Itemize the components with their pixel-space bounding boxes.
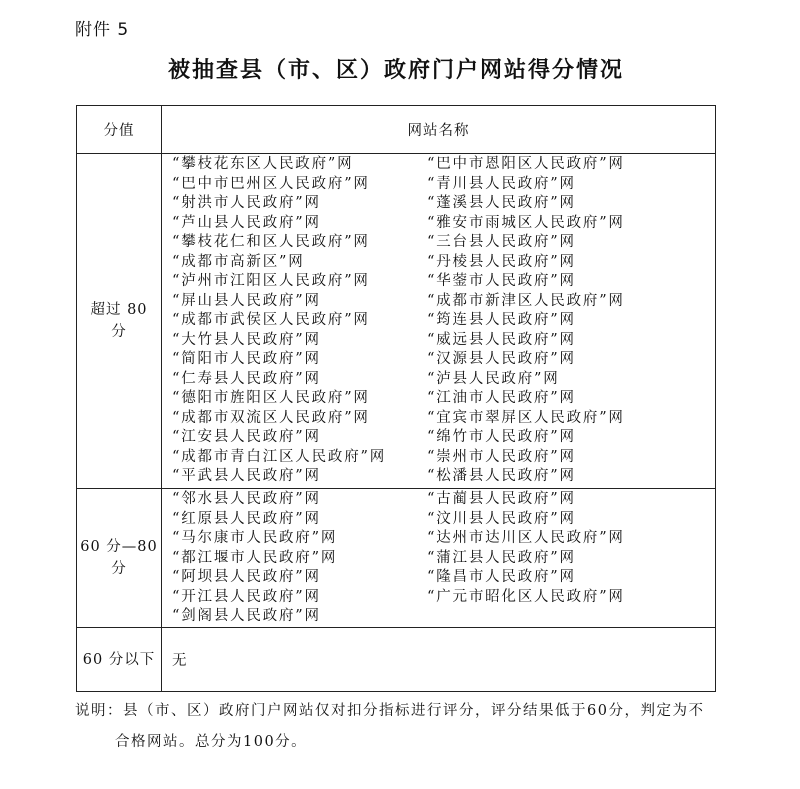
site-name-item: “江安县人民政府”网 [172, 429, 321, 445]
score-row-below-60 [77, 627, 715, 691]
site-name-item: “成都市武侯区人民政府”网 [172, 312, 370, 328]
header-website-name: 网站名称 [407, 123, 470, 139]
site-name-item: “芦山县人民政府”网 [172, 214, 321, 231]
site-name-item: “成都市双流区人民政府”网 [172, 409, 370, 426]
site-name-item: “青川县人民政府”网 [427, 175, 576, 192]
site-name-item: “邻水县人民政府”网 [172, 491, 321, 507]
site-name-item: “马尔康市人民政府”网 [172, 530, 338, 546]
table-header-row [77, 106, 715, 153]
site-list-right-column [427, 490, 715, 627]
site-name-item: “屏山县人民政府”网 [172, 292, 321, 309]
site-name-item: “汶川县人民政府”网 [427, 510, 576, 527]
site-name-item: “攀枝花仁和区人民政府”网 [172, 234, 370, 250]
site-list [162, 154, 715, 488]
site-name-item: “雅安市雨城区人民政府”网 [427, 214, 625, 231]
site-name-item: “攀枝花东区人民政府”网 [172, 156, 354, 172]
header-score: 分值 [77, 106, 162, 153]
site-name-item: “阿坝县人民政府”网 [172, 569, 321, 585]
score-label: 60 分以下 [82, 651, 156, 668]
site-name-item: “蓬溪县人民政府”网 [427, 195, 576, 211]
site-list [162, 489, 715, 627]
score-cell [77, 628, 162, 691]
site-name-item: “丹棱县人民政府”网 [427, 253, 576, 270]
site-name-item: “松潘县人民政府”网 [427, 468, 576, 484]
site-name-item: “平武县人民政府”网 [172, 468, 321, 484]
site-name-item: “红原县人民政府”网 [172, 510, 321, 527]
site-name-item: “射洪市人民政府”网 [172, 195, 321, 211]
score-table [76, 105, 716, 692]
score-row-60-to-80 [77, 488, 715, 627]
site-name-item: “广元市昭化区人民政府”网 [427, 588, 625, 605]
site-name-item: “筠连县人民政府”网 [427, 312, 576, 328]
site-name-item: “巴中市巴州区人民政府”网 [172, 175, 370, 192]
site-name-item: “泸县人民政府”网 [427, 370, 560, 387]
site-name-item: “崇州市人民政府”网 [427, 448, 576, 465]
site-name-item: “古蔺县人民政府”网 [427, 491, 576, 507]
page-title: 被抽查县（市、区）政府门户网站得分情况 [167, 57, 624, 83]
site-name-item: “剑阁县人民政府”网 [172, 608, 321, 624]
site-name-item: “大竹县人民政府”网 [172, 331, 321, 348]
site-name-item: “成都市高新区”网 [172, 253, 305, 270]
score-row-above-80 [77, 153, 715, 488]
site-name-item: “仁寿县人民政府”网 [172, 370, 321, 387]
site-list-left-column [172, 155, 427, 488]
site-name-item: “成都市新津区人民政府”网 [427, 292, 625, 309]
site-list-left-column [172, 490, 427, 627]
score-label: 60 分—80 分 [80, 539, 158, 577]
site-name-item: “德阳市旌阳区人民政府”网 [172, 390, 370, 406]
score-cell [77, 489, 162, 627]
attachment-label: 附件 5 [75, 20, 130, 40]
site-name-item: “达州市达川区人民政府”网 [427, 530, 625, 546]
site-name-item: “都江堰市人民政府”网 [172, 549, 338, 566]
site-name-item: “开江县人民政府”网 [172, 588, 321, 605]
score-label: 超过 80 分 [90, 302, 148, 340]
site-name-item: “隆昌市人民政府”网 [427, 569, 576, 585]
site-name-item: “江油市人民政府”网 [427, 390, 576, 406]
site-name-item: “三台县人民政府”网 [427, 234, 576, 250]
site-name-item: “蒲江县人民政府”网 [427, 549, 576, 566]
site-name-item: “威远县人民政府”网 [427, 331, 576, 348]
site-name-item: “成都市青白江区人民政府”网 [172, 448, 387, 465]
site-name-item: “绵竹市人民政府”网 [427, 429, 576, 445]
site-name-item: “巴中市恩阳区人民政府”网 [427, 156, 625, 172]
site-name-item: “汉源县人民政府”网 [427, 351, 576, 367]
site-list-right-column [427, 155, 715, 488]
no-sites-text: 无 [172, 653, 188, 669]
score-cell [77, 154, 162, 488]
footnote: 说明：县（市、区）政府门户网站仅对扣分指标进行评分，评分结果低于60分，判定为不合格网站。总分为100分。 [75, 703, 705, 750]
site-name-item: “宜宾市翠屏区人民政府”网 [427, 409, 625, 426]
site-name-item: “简阳市人民政府”网 [172, 351, 321, 367]
site-name-item: “华蓥市人民政府”网 [427, 273, 576, 289]
site-name-item: “泸州市江阳区人民政府”网 [172, 273, 370, 289]
